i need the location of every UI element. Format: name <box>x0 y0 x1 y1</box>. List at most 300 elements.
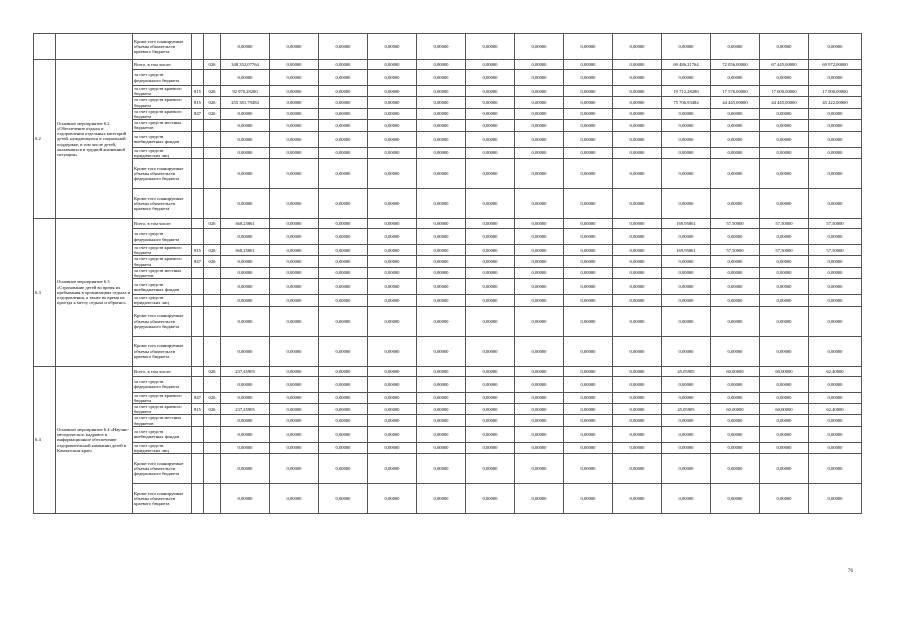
funding-source-cell: за счет средств юридических лиц <box>133 295 192 306</box>
value-cell: 0,00000 <box>662 189 711 219</box>
table-row <box>34 120 862 131</box>
value-cell: 0,00000 <box>270 108 319 119</box>
code-cell <box>204 147 221 158</box>
value-cell: 0,00000 <box>368 279 417 295</box>
funding-source-cell: Кроме того планируемые объемы обязательств краевого бюджета <box>133 484 192 514</box>
value-cell: 0,00000 <box>809 108 862 119</box>
grbs-cell <box>192 415 204 426</box>
value-cell: 0,00000 <box>809 267 862 278</box>
value-cell: 57,50000 <box>711 219 760 229</box>
grbs-cell <box>192 426 204 442</box>
value-cell: 0,00000 <box>515 34 564 60</box>
value-cell: 0,00000 <box>221 306 270 336</box>
value-cell: 0,00000 <box>221 279 270 295</box>
row-number-cell: 6.3 <box>34 219 56 367</box>
value-cell: 0,00000 <box>809 442 862 453</box>
value-cell: 0,00000 <box>515 415 564 426</box>
value-cell: 0,00000 <box>270 159 319 189</box>
row-number-cell: 6.4 <box>34 366 56 514</box>
code-cell <box>204 120 221 131</box>
value-cell: 0,00000 <box>270 306 319 336</box>
grbs-cell <box>192 147 204 158</box>
value-cell: 0,00000 <box>319 404 368 415</box>
value-cell: 0,00000 <box>613 366 662 376</box>
value-cell: 0,00000 <box>270 426 319 442</box>
table-row <box>34 131 862 147</box>
value-cell: 0,00000 <box>270 245 319 256</box>
value-cell: 0,00000 <box>760 484 809 514</box>
table-row <box>34 392 862 403</box>
table-row <box>34 426 862 442</box>
funding-source-cell: за счет средств краевого бюджета <box>133 86 192 97</box>
funding-source-cell: за счет средств краевого бюджета <box>133 245 192 256</box>
funding-source-cell: за счет средств федерального бюджета <box>133 376 192 392</box>
code-cell <box>204 306 221 336</box>
value-cell: 0,00000 <box>564 256 613 267</box>
value-cell: 169,95861 <box>662 245 711 256</box>
value-cell: 0,00000 <box>662 108 711 119</box>
value-cell: 0,00000 <box>662 34 711 60</box>
table-row <box>34 267 862 278</box>
value-cell: 0,00000 <box>368 295 417 306</box>
value-cell: 0,00000 <box>319 366 368 376</box>
value-cell: 44 445,00000 <box>760 97 809 108</box>
value-cell: 0,00000 <box>417 60 466 70</box>
value-cell: 0,00000 <box>466 279 515 295</box>
value-cell: 0,00000 <box>221 159 270 189</box>
value-cell: 0,00000 <box>711 159 760 189</box>
value-cell: 0,00000 <box>270 336 319 366</box>
value-cell: 0,00000 <box>368 34 417 60</box>
value-cell: 0,00000 <box>319 306 368 336</box>
value-cell: 0,00000 <box>613 404 662 415</box>
value-cell: 0,00000 <box>319 97 368 108</box>
value-cell: 0,00000 <box>466 219 515 229</box>
value-cell: 0,00000 <box>466 120 515 131</box>
value-cell: 0,00000 <box>368 70 417 86</box>
code-cell <box>204 229 221 245</box>
value-cell: 0,00000 <box>613 229 662 245</box>
grbs-cell <box>192 60 204 70</box>
value-cell: 45,05905 <box>662 366 711 376</box>
value-cell: 0,00000 <box>760 256 809 267</box>
value-cell: 0,00000 <box>760 70 809 86</box>
value-cell: 360,25861 <box>221 219 270 229</box>
value-cell: 0,00000 <box>760 120 809 131</box>
value-cell: 0,00000 <box>417 404 466 415</box>
code-cell: 026 <box>204 86 221 97</box>
value-cell: 0,00000 <box>711 306 760 336</box>
value-cell: 0,00000 <box>270 256 319 267</box>
value-cell: 0,00000 <box>221 147 270 158</box>
table-row <box>34 415 862 426</box>
value-cell: 0,00000 <box>564 219 613 229</box>
value-cell: 0,00000 <box>319 131 368 147</box>
value-cell: 0,00000 <box>515 392 564 403</box>
value-cell: 0,00000 <box>711 415 760 426</box>
code-cell <box>204 442 221 453</box>
value-cell: 0,00000 <box>466 376 515 392</box>
value-cell: 0,00000 <box>466 426 515 442</box>
value-cell: 0,00000 <box>417 131 466 147</box>
grbs-cell <box>192 267 204 278</box>
value-cell: 0,00000 <box>515 219 564 229</box>
value-cell: 0,00000 <box>319 484 368 514</box>
value-cell: 0,00000 <box>809 256 862 267</box>
grbs-cell <box>192 159 204 189</box>
table-row <box>34 219 862 229</box>
value-cell: 0,00000 <box>368 108 417 119</box>
value-cell: 0,00000 <box>760 336 809 366</box>
value-cell: 0,00000 <box>319 189 368 219</box>
code-cell <box>204 34 221 60</box>
value-cell: 0,00000 <box>711 484 760 514</box>
grbs-cell <box>192 454 204 484</box>
funding-source-cell: за счет средств краевого бюджета <box>133 97 192 108</box>
value-cell: 0,00000 <box>515 86 564 97</box>
value-cell: 0,00000 <box>564 108 613 119</box>
value-cell: 0,00000 <box>760 454 809 484</box>
value-cell: 0,00000 <box>368 245 417 256</box>
value-cell: 0,00000 <box>711 131 760 147</box>
grbs-cell: 815 <box>192 97 204 108</box>
code-cell <box>204 484 221 514</box>
value-cell: 0,00000 <box>368 442 417 453</box>
value-cell: 57,50000 <box>711 245 760 256</box>
value-cell: 0,00000 <box>711 147 760 158</box>
grbs-cell <box>192 120 204 131</box>
value-cell: 0,00000 <box>466 147 515 158</box>
value-cell: 0,00000 <box>221 267 270 278</box>
value-cell: 0,00000 <box>613 336 662 366</box>
value-cell: 0,00000 <box>221 131 270 147</box>
value-cell: 169,95861 <box>662 219 711 229</box>
value-cell: 0,00000 <box>466 60 515 70</box>
value-cell: 0,00000 <box>760 392 809 403</box>
funding-source-cell: Всего, в том числе: <box>133 219 192 229</box>
value-cell: 0,00000 <box>319 229 368 245</box>
value-cell: 0,00000 <box>417 86 466 97</box>
value-cell: 45,05905 <box>662 404 711 415</box>
value-cell: 0,00000 <box>417 34 466 60</box>
value-cell: 360,25861 <box>221 245 270 256</box>
value-cell: 0,00000 <box>662 267 711 278</box>
value-cell: 0,00000 <box>466 336 515 366</box>
value-cell: 0,00000 <box>417 159 466 189</box>
value-cell: 0,00000 <box>270 267 319 278</box>
value-cell: 57,50000 <box>760 219 809 229</box>
value-cell: 0,00000 <box>760 442 809 453</box>
value-cell: 0,00000 <box>564 306 613 336</box>
funding-source-cell: Кроме того планируемые объемы обязательств федерального бюджета <box>133 159 192 189</box>
value-cell: 92 970,28280 <box>221 86 270 97</box>
grbs-cell <box>192 336 204 366</box>
row-number-cell: 6.2 <box>34 60 56 219</box>
value-cell: 0,00000 <box>515 70 564 86</box>
value-cell: 0,00000 <box>417 267 466 278</box>
funding-source-cell: за счет средств внебюджетных фондов <box>133 279 192 295</box>
value-cell: 0,00000 <box>662 442 711 453</box>
value-cell: 0,00000 <box>809 306 862 336</box>
value-cell: 0,00000 <box>613 34 662 60</box>
value-cell: 0,00000 <box>466 306 515 336</box>
value-cell: 0,00000 <box>221 295 270 306</box>
value-cell: 0,00000 <box>368 426 417 442</box>
grbs-cell: 847 <box>192 108 204 119</box>
value-cell: 0,00000 <box>760 159 809 189</box>
value-cell: 0,00000 <box>809 279 862 295</box>
value-cell: 0,00000 <box>760 34 809 60</box>
table-row <box>34 376 862 392</box>
value-cell: 0,00000 <box>809 484 862 514</box>
value-cell: 0,00000 <box>368 131 417 147</box>
grbs-cell <box>192 366 204 376</box>
value-cell: 0,00000 <box>319 219 368 229</box>
value-cell: 0,00000 <box>221 415 270 426</box>
value-cell: 0,00000 <box>417 306 466 336</box>
value-cell: 0,00000 <box>417 392 466 403</box>
value-cell: 0,00000 <box>221 229 270 245</box>
value-cell: 0,00000 <box>368 97 417 108</box>
value-cell: 0,00000 <box>760 131 809 147</box>
value-cell: 0,00000 <box>515 295 564 306</box>
value-cell: 0,00000 <box>809 336 862 366</box>
value-cell: 0,00000 <box>662 120 711 131</box>
table-row <box>34 245 862 256</box>
value-cell: 0,00000 <box>417 256 466 267</box>
value-cell: 0,00000 <box>417 426 466 442</box>
value-cell: 0,00000 <box>711 442 760 453</box>
table-row <box>34 147 862 158</box>
value-cell: 0,00000 <box>515 229 564 245</box>
value-cell: 0,00000 <box>319 442 368 453</box>
value-cell: 0,00000 <box>564 131 613 147</box>
value-cell: 0,00000 <box>711 34 760 60</box>
value-cell: 0,00000 <box>564 245 613 256</box>
value-cell: 0,00000 <box>221 442 270 453</box>
grbs-cell <box>192 484 204 514</box>
value-cell: 0,00000 <box>515 189 564 219</box>
value-cell: 0,00000 <box>809 131 862 147</box>
code-cell <box>204 131 221 147</box>
table-row <box>34 454 862 484</box>
value-cell: 0,00000 <box>466 245 515 256</box>
value-cell: 0,00000 <box>515 256 564 267</box>
value-cell: 0,00000 <box>319 426 368 442</box>
value-cell: 0,00000 <box>319 415 368 426</box>
value-cell: 0,00000 <box>613 295 662 306</box>
value-cell: 0,00000 <box>319 279 368 295</box>
value-cell: 0,00000 <box>711 108 760 119</box>
value-cell: 19 712,28280 <box>662 86 711 97</box>
value-cell: 0,00000 <box>711 120 760 131</box>
code-cell <box>204 295 221 306</box>
value-cell: 0,00000 <box>809 34 862 60</box>
value-cell: 0,00000 <box>417 97 466 108</box>
funding-source-cell: за счет средств внебюджетных фондов <box>133 426 192 442</box>
value-cell: 0,00000 <box>417 147 466 158</box>
code-cell: 026 <box>204 392 221 403</box>
value-cell: 0,00000 <box>613 108 662 119</box>
table-row <box>34 484 862 514</box>
value-cell: 0,00000 <box>564 426 613 442</box>
value-cell: 0,00000 <box>417 454 466 484</box>
value-cell: 0,00000 <box>809 159 862 189</box>
code-cell: 026 <box>204 60 221 70</box>
value-cell: 0,00000 <box>809 189 862 219</box>
value-cell: 0,00000 <box>417 366 466 376</box>
value-cell: 0,00000 <box>613 484 662 514</box>
value-cell: 62,40000 <box>809 366 862 376</box>
value-cell: 0,00000 <box>319 295 368 306</box>
value-cell: 0,00000 <box>809 376 862 392</box>
grbs-cell: 847 <box>192 392 204 403</box>
value-cell: 0,00000 <box>662 147 711 158</box>
funding-source-cell: за счет средств федерального бюджета <box>133 229 192 245</box>
value-cell: 0,00000 <box>564 454 613 484</box>
value-cell: 0,00000 <box>809 454 862 484</box>
funding-source-cell: за счет средств юридических лиц <box>133 147 192 158</box>
grbs-cell <box>192 219 204 229</box>
funding-source-cell: за счет средств краевого бюджета <box>133 256 192 267</box>
value-cell: 0,00000 <box>711 295 760 306</box>
value-cell: 0,00000 <box>221 454 270 484</box>
value-cell: 0,00000 <box>613 97 662 108</box>
value-cell: 0,00000 <box>613 454 662 484</box>
value-cell: 60,00000 <box>760 366 809 376</box>
code-cell: 026 <box>204 404 221 415</box>
code-cell <box>204 426 221 442</box>
value-cell: 0,00000 <box>662 256 711 267</box>
code-cell <box>204 336 221 366</box>
value-cell: 0,00000 <box>270 120 319 131</box>
measure-name-cell: Основное мероприятие 6.4 «Научно-методическое, кадровое и информационное обеспечение оздоровительной кампании детей в Камчатском крае» <box>56 366 133 514</box>
value-cell: 0,00000 <box>613 159 662 189</box>
value-cell: 0,00000 <box>221 70 270 86</box>
value-cell: 0,00000 <box>270 219 319 229</box>
value-cell: 0,00000 <box>760 267 809 278</box>
value-cell: 0,00000 <box>711 392 760 403</box>
value-cell: 0,00000 <box>270 279 319 295</box>
value-cell: 0,00000 <box>662 229 711 245</box>
code-cell: 026 <box>204 256 221 267</box>
value-cell: 0,00000 <box>368 404 417 415</box>
value-cell: 0,00000 <box>515 454 564 484</box>
value-cell: 0,00000 <box>368 189 417 219</box>
value-cell: 0,00000 <box>368 159 417 189</box>
value-cell: 0,00000 <box>711 256 760 267</box>
value-cell: 0,00000 <box>760 376 809 392</box>
value-cell: 0,00000 <box>270 34 319 60</box>
table-row <box>34 404 862 415</box>
value-cell: 0,00000 <box>368 229 417 245</box>
funding-source-cell: Кроме того планируемые объемы обязательств краевого бюджета <box>133 189 192 219</box>
value-cell: 0,00000 <box>564 366 613 376</box>
value-cell: 0,00000 <box>368 120 417 131</box>
value-cell: 0,00000 <box>613 306 662 336</box>
value-cell: 0,00000 <box>564 392 613 403</box>
budget-table <box>33 33 862 514</box>
value-cell: 0,00000 <box>809 426 862 442</box>
grbs-cell <box>192 442 204 453</box>
value-cell: 0,00000 <box>515 108 564 119</box>
value-cell: 348 352,07764 <box>221 60 270 70</box>
value-cell: 0,00000 <box>613 267 662 278</box>
table-row <box>34 295 862 306</box>
value-cell: 0,00000 <box>760 147 809 158</box>
value-cell: 17 000,00000 <box>809 86 862 97</box>
value-cell: 57,50000 <box>809 245 862 256</box>
code-cell <box>204 159 221 189</box>
value-cell: 0,00000 <box>711 229 760 245</box>
value-cell: 0,00000 <box>760 279 809 295</box>
value-cell: 0,00000 <box>221 108 270 119</box>
value-cell: 0,00000 <box>711 267 760 278</box>
value-cell: 0,00000 <box>270 60 319 70</box>
value-cell: 0,00000 <box>515 147 564 158</box>
funding-source-cell: Кроме того планируемые объемы обязательств федерального бюджета <box>133 306 192 336</box>
value-cell: 0,00000 <box>564 376 613 392</box>
value-cell: 0,00000 <box>564 120 613 131</box>
value-cell: 0,00000 <box>662 392 711 403</box>
value-cell: 0,00000 <box>466 454 515 484</box>
value-cell: 0,00000 <box>515 97 564 108</box>
value-cell: 0,00000 <box>564 279 613 295</box>
value-cell: 0,00000 <box>515 120 564 131</box>
value-cell: 0,00000 <box>221 256 270 267</box>
value-cell: 0,00000 <box>760 295 809 306</box>
funding-source-cell: за счет средств федерального бюджета <box>133 70 192 86</box>
value-cell: 0,00000 <box>319 34 368 60</box>
value-cell: 0,00000 <box>564 70 613 86</box>
code-cell: 026 <box>204 97 221 108</box>
value-cell: 0,00000 <box>662 70 711 86</box>
value-cell: 17 576,00000 <box>711 86 760 97</box>
value-cell: 0,00000 <box>515 306 564 336</box>
table-row <box>34 108 862 119</box>
table-row <box>34 70 862 86</box>
value-cell: 0,00000 <box>221 426 270 442</box>
value-cell: 0,00000 <box>319 267 368 278</box>
value-cell: 0,00000 <box>515 336 564 366</box>
value-cell: 0,00000 <box>368 454 417 484</box>
value-cell: 0,00000 <box>613 376 662 392</box>
value-cell: 0,00000 <box>711 189 760 219</box>
value-cell: 0,00000 <box>270 442 319 453</box>
value-cell: 0,00000 <box>270 147 319 158</box>
value-cell: 0,00000 <box>564 229 613 245</box>
value-cell: 0,00000 <box>711 336 760 366</box>
value-cell: 0,00000 <box>417 108 466 119</box>
value-cell: 0,00000 <box>270 70 319 86</box>
value-cell: 0,00000 <box>564 189 613 219</box>
funding-source-cell: Кроме того планируемые объемы обязательств краевого бюджета <box>133 336 192 366</box>
value-cell: 0,00000 <box>613 86 662 97</box>
value-cell: 0,00000 <box>613 245 662 256</box>
value-cell: 0,00000 <box>564 86 613 97</box>
code-cell <box>204 279 221 295</box>
value-cell: 0,00000 <box>417 279 466 295</box>
value-cell: 0,00000 <box>466 131 515 147</box>
grbs-cell: 815 <box>192 404 204 415</box>
value-cell: 0,00000 <box>564 159 613 189</box>
value-cell: 0,00000 <box>466 70 515 86</box>
value-cell: 0,00000 <box>662 131 711 147</box>
value-cell: 0,00000 <box>760 426 809 442</box>
code-cell <box>204 189 221 219</box>
grbs-cell: 847 <box>192 256 204 267</box>
value-cell: 0,00000 <box>417 189 466 219</box>
